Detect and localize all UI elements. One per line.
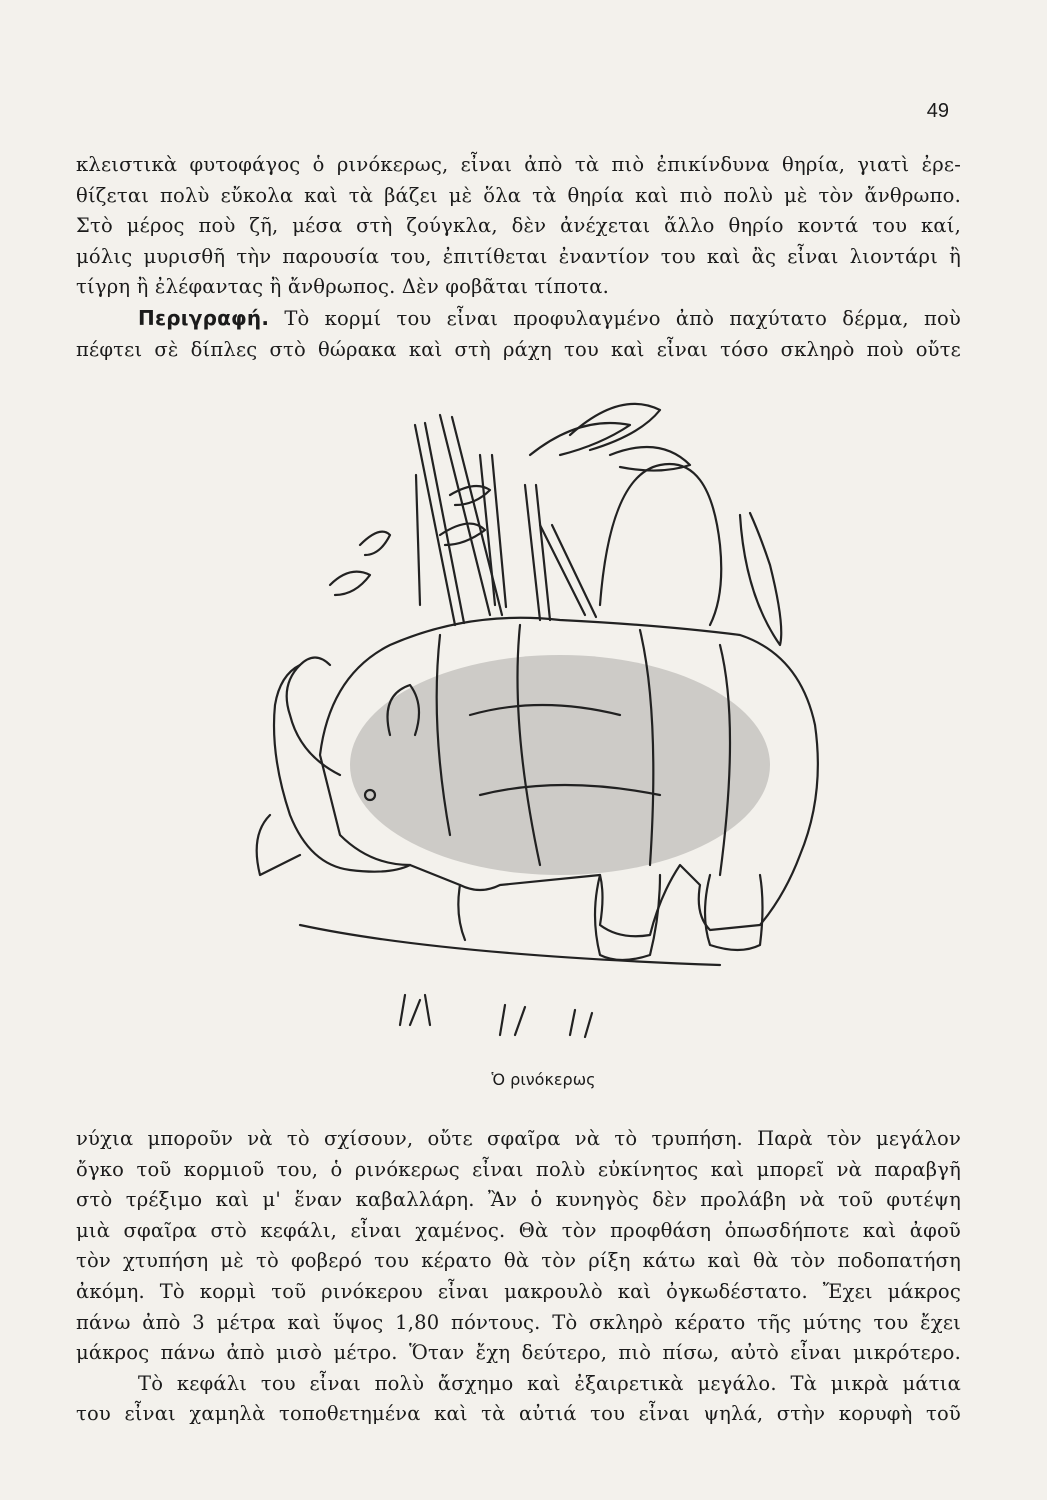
text-line: τὸν χτυπήση μὲ τὸ φοβερό του κέρατο θὰ τὸν ρίξη κάτω καὶ θὰ τὸν ποδοπατήση: [76, 1249, 961, 1273]
text-line: τίγρη ἢ ἐλέφαντας ἢ ἄνθρωπος. Δὲν φοβᾶται τίποτα.: [76, 275, 610, 299]
text-line: ἀκόμη. Τὸ κορμὶ τοῦ ρινόκερου εἶναι μακρουλὸ καὶ ὀγκωδέστατο. Ἔχει μάκρος: [76, 1279, 961, 1303]
text-line: μάκρος πάνω ἀπὸ μισὸ μέτρο. Ὅταν ἔχη δεύτερο, πιὸ πίσω, αὐτὸ εἶναι μικρότερο.: [76, 1341, 961, 1365]
text-line: θίζεται πολὺ εὔκολα καὶ τὰ βάζει μὲ ὅλα τὰ θηρία καὶ πιὸ πολὺ μὲ τὸν ἄνθρωπο.: [76, 183, 961, 207]
description-first-line: [76, 303, 961, 335]
text-line: πάνω ἀπὸ 3 μέτρα καὶ ὕψος 1,80 πόντους. Τὸ σκληρὸ κέρατο τῆς μύτης του ἔχει: [76, 1310, 961, 1334]
text-line: μόλις μυρισθῆ τὴν παρουσία του, ἐπιτίθεται ἐναντίον του καὶ ἂς εἶναι λιοντάρι ἢ: [76, 244, 961, 268]
text-line: νύχια μποροῦν νὰ τὸ σχίσουν, οὔτε σφαῖρα νὰ τὸ τρυπήση. Παρὰ τὸν μεγάλον: [76, 1127, 961, 1150]
description-heading: Περιγραφή.: [138, 305, 270, 330]
text-line: μιὰ σφαῖρα στὸ κεφάλι, εἶναι χαμένος. Θὰ τὸν προφθάση ὁπωσδήποτε καὶ ἀφοῦ: [76, 1218, 961, 1242]
text-line: στὸ τρέξιμο καὶ μ' ἕναν καβαλλάρη. Ἂν ὁ κυνηγὸς δὲν προλάβη νὰ τοῦ φυτέψη: [76, 1188, 961, 1212]
text-line: πέφτει σὲ δίπλες στὸ θώρακα καὶ στὴ ράχη του καὶ εἶναι τόσο σκληρὸ ποὺ οὔτε: [76, 337, 961, 361]
page-number: 49: [926, 100, 949, 122]
text-line: ὄγκο τοῦ κορμιοῦ του, ὁ ρινόκερως εἶναι πολὺ εὐκίνητος καὶ μπορεῖ νὰ παραβγῆ: [76, 1157, 961, 1181]
text-line: Τὸ κεφάλι του εἶναι πολὺ ἄσχημο καὶ ἐξαιρετικὰ μεγάλο. Τὰ μικρὰ μάτια: [138, 1371, 961, 1395]
figure-caption: Ὁ ρινόκερως: [491, 1070, 596, 1089]
text-line: κλειστικὰ φυτοφάγος ὁ ρινόκερως, εἶναι ἀπὸ τὰ πιὸ ἐπικίνδυνα θηρία, γιατὶ ἐρε-: [76, 153, 961, 176]
rhinoceros-illustration: [240, 395, 840, 1055]
text-line: του εἶναι χαμηλὰ τοποθετημένα καὶ τὰ αὐτιά του εἶναι ψηλά, στὴν κορυφὴ τοῦ: [76, 1402, 961, 1426]
text-line: Στὸ μέρος ποὺ ζῆ, μέσα στὴ ζούγκλα, δὲν ἀνέχεται ἄλλο θηρίο κοντά του καί,: [76, 214, 961, 238]
bottom-paragraph: [76, 1124, 961, 1430]
description-text: Τὸ κορμί του εἶναι προφυλαγμένο ἀπὸ παχύτατο δέρμα, ποὺ: [284, 306, 961, 330]
top-paragraph: [76, 150, 961, 365]
